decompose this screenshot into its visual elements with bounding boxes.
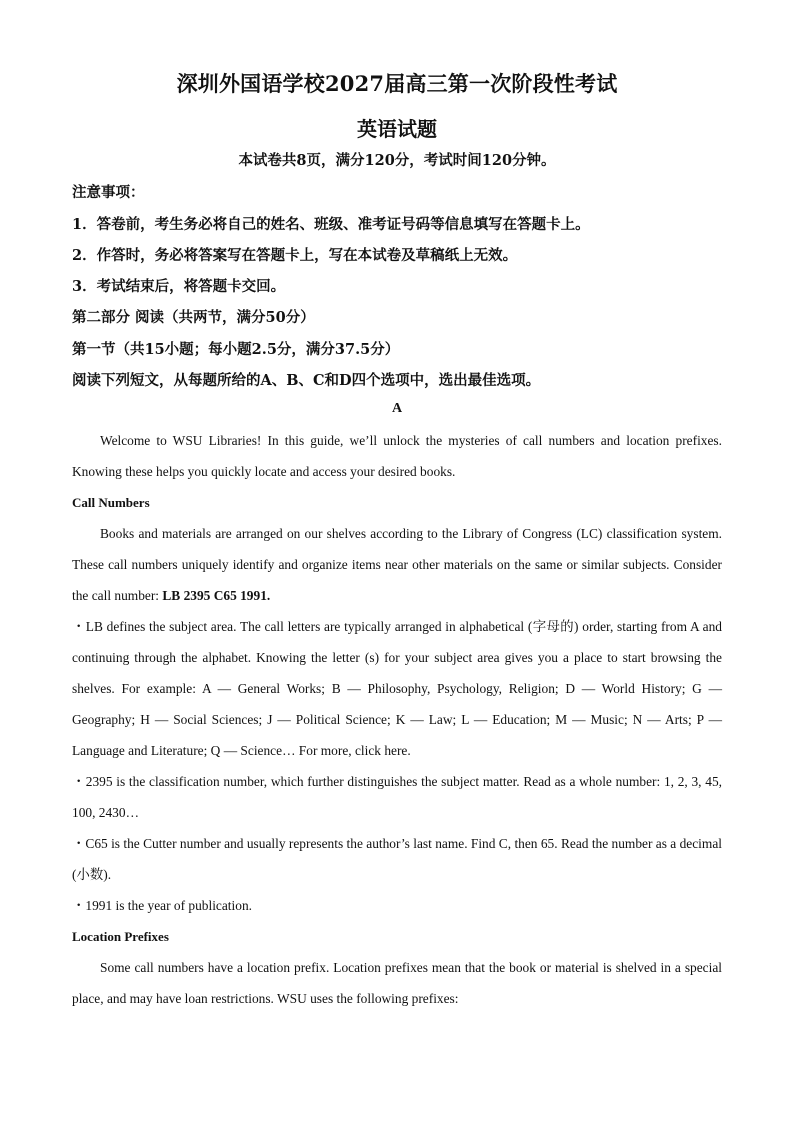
note-item-2: 2．作答时，务必将答案写在答题卡上，写在本试卷及草稿纸上无效。 [72, 247, 518, 264]
subject-title: 英语试题 [357, 117, 437, 141]
instruction: 阅读下列短文，从每题所给的A、B、C和D四个选项中，选出最佳选项。 [72, 372, 541, 389]
notes-heading: 注意事项： [72, 184, 145, 201]
note-item-1: 1．答卷前，考生务必将自己的姓名、班级、准考证号码等信息填写在答题卡上。 [72, 216, 590, 233]
part-title: 第二部分 阅读（共两节，满分50分） [72, 309, 315, 326]
bullet-1991: ・1991 is the year of publication. [72, 898, 252, 913]
location-prefixes-paragraph: Some call numbers have a location prefix. Location prefixes mean that the book or material is shelved in a special place, and may have loan restrictions. WSU uses the following prefixes: [72, 960, 722, 1006]
school-exam-title: 深圳外国语学校2027届高三第一次阶段性考试 [176, 71, 618, 96]
bullet-lb: ・LB defines the subject area. The call letters are typically arranged in alphabetical (字母的) order, starting from A and continuing through the alphabet. Knowing the letter (s) for your subject area gives you a place to start browsing the shelves. For example: A — General Works; B — Philosophy, Psychology, Religion; D — World History; G — Geography; H — Social Sciences; J — Political Science; K — Law; L — Education; M — Music; N — Arts; P — Language and Literature; Q — Science… For more, click here. [72, 619, 722, 758]
call-number-example: LB 2395 C65 1991. [162, 588, 271, 603]
call-numbers-heading: Call Numbers [72, 495, 150, 510]
passage-label: A [391, 401, 403, 416]
location-prefixes-heading: Location Prefixes [72, 929, 169, 944]
intro-paragraph: Welcome to WSU Libraries! In this guide, we’ll unlock the mysteries of call numbers and location prefixes. Knowing these helps you quickly locate and access your desired books. [72, 433, 722, 479]
note-item-3: 3．考试结束后，将答题卡交回。 [72, 278, 286, 295]
section-title: 第一节（共15小题；每小题2.5分，满分37.5分） [72, 341, 400, 358]
exam-info: 本试卷共8页，满分120分，考试时间120分钟。 [238, 152, 556, 169]
call-numbers-text: Books and materials are arranged on our shelves according to the Library of Congress (LC) classification system. These call numbers uniquely identify and organize items near other materials on the same or similar subjects. Consider the call number: [72, 526, 722, 603]
bullet-c65: ・C65 is the Cutter number and usually represents the author’s last name. Find C, then 65. Read the number as a decimal (小数). [72, 836, 722, 882]
call-numbers-paragraph [72, 518, 722, 611]
bullet-2395: ・2395 is the classification number, which further distinguishes the subject matter. Read as a whole number: 1, 2, 3, 45, 100, 2430… [72, 774, 722, 820]
passage-body [72, 425, 722, 1014]
